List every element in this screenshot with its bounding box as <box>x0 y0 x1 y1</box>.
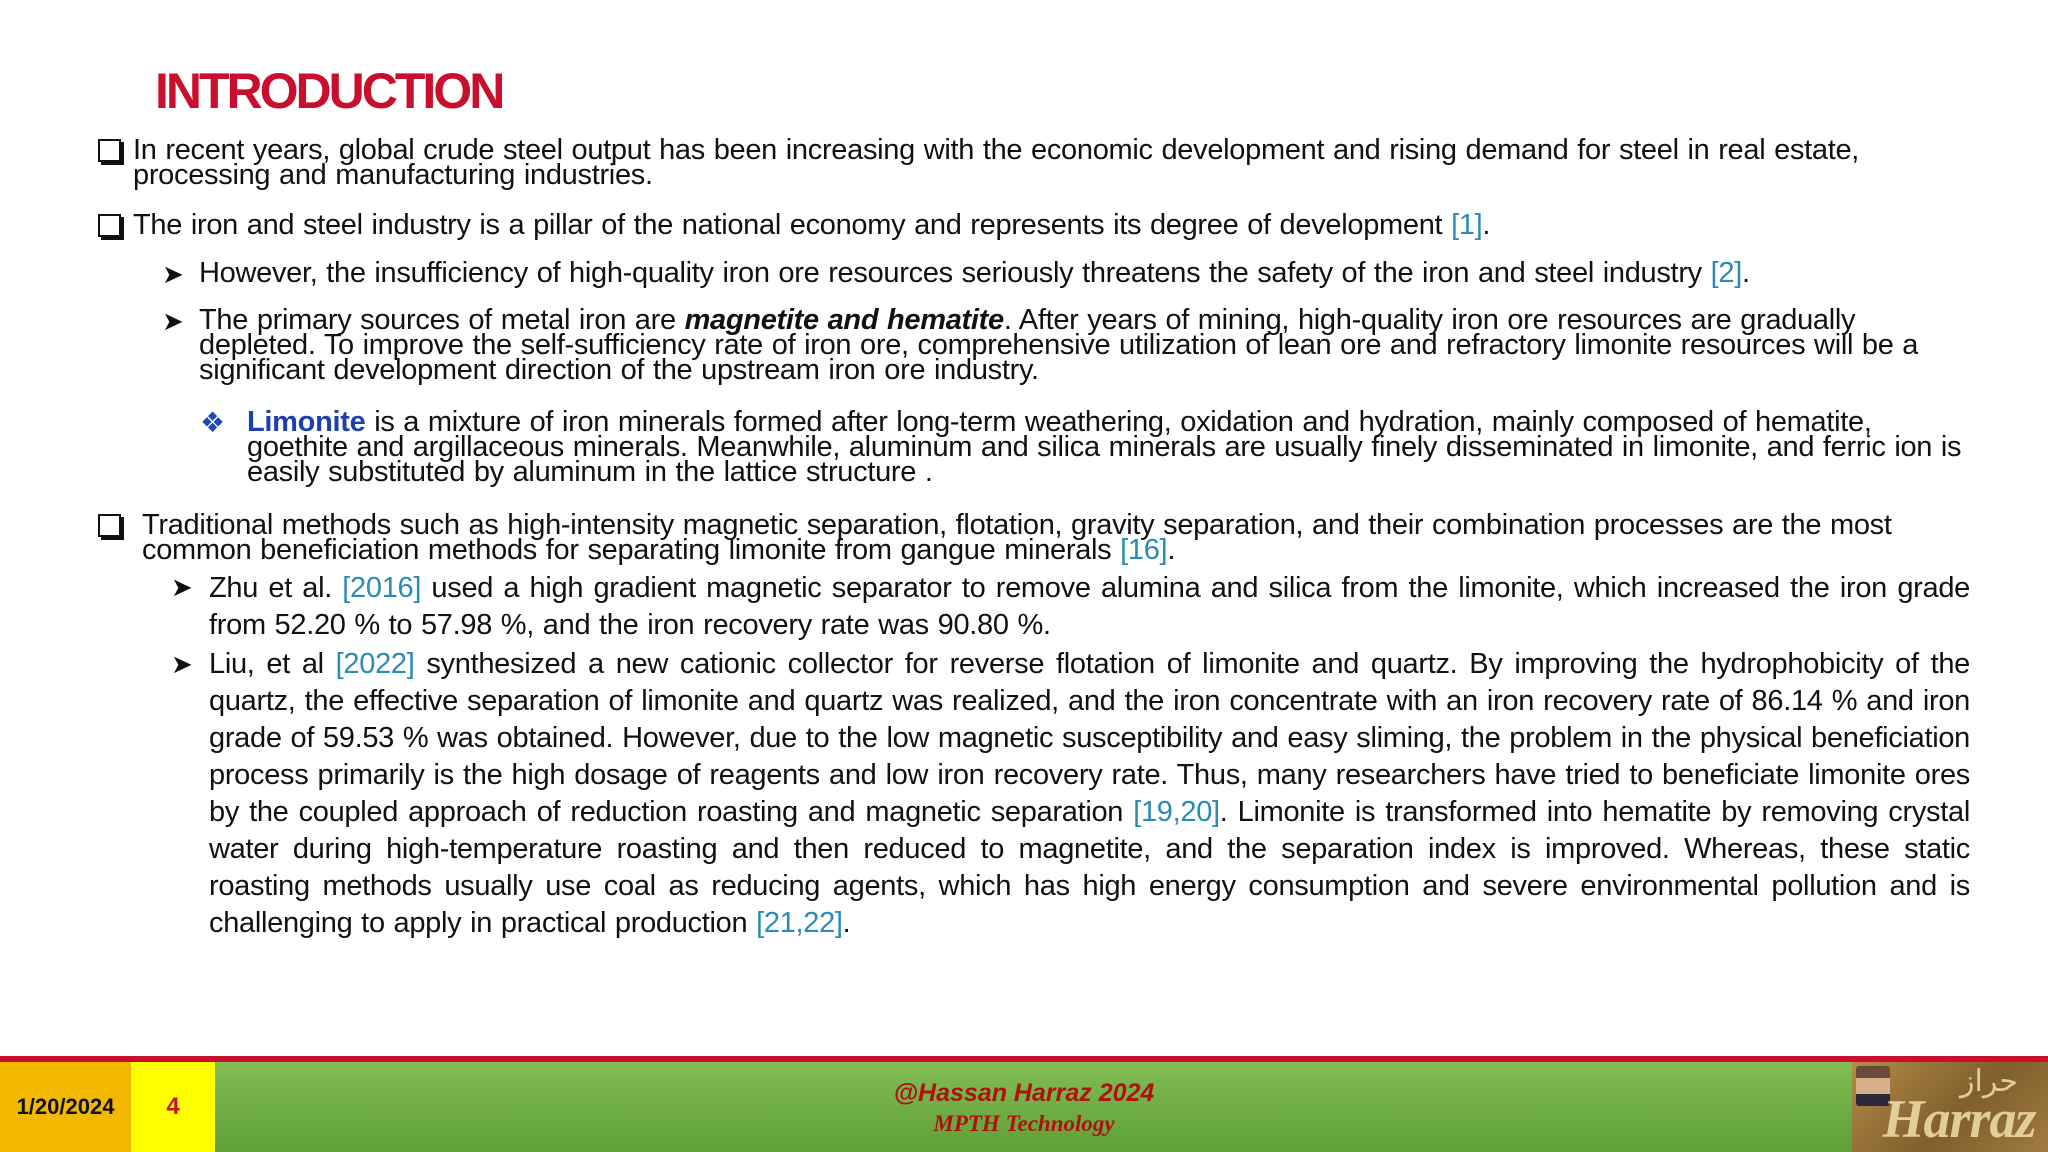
citation-link[interactable]: [19,20] <box>1133 796 1220 828</box>
slide-number: 4 <box>131 1062 215 1152</box>
logo-arabic-text: حراز <box>1960 1064 2018 1099</box>
logo-text: Harraz <box>1882 1089 2036 1149</box>
paragraph-6: Traditional methods such as high-intensity magnetic separation, flotation, gravity separation, and their combination processes are the most common beneficiation methods for separating limonite from gangue minerals [16]. <box>142 509 1892 566</box>
slide-date: 1/20/2024 <box>0 1062 131 1152</box>
page-title: INTRODUCTION <box>155 63 503 119</box>
citation-link[interactable]: [16] <box>1120 534 1168 566</box>
paragraph-3: However, the insufficiency of high-quality iron ore resources seriously threatens the safety of the iron and steel industry [2]. <box>199 257 1750 289</box>
footer-credit: @Hassan Harraz 2024 <box>893 1079 1155 1107</box>
citation-link[interactable]: [2016] <box>342 572 422 604</box>
citation-link[interactable]: [21,22] <box>756 907 843 939</box>
citation-link[interactable]: [2022] <box>335 648 415 680</box>
box-bullet-icon <box>98 514 121 537</box>
footer-company: MPTH Technology <box>933 1111 1115 1136</box>
limonite-term: Limonite <box>247 406 366 438</box>
four-diamond-icon: ❖ <box>200 407 226 438</box>
arrow-bullet-icon: ➤ <box>162 306 184 336</box>
paragraph-2: The iron and steel industry is a pillar of the national economy and represents its degree of development [1]. <box>133 209 1491 241</box>
paragraph-1: In recent years, global crude steel output has been increasing with the economic development and rising demand for steel in real estate, processing and manufacturing industries. <box>133 134 1860 191</box>
paragraph-4: The primary sources of metal iron are magnetite and hematite. After years of mining, high-quality iron ore resources are gradually depleted. To improve the self-sufficiency rate of iron ore, comprehensive utilization of lean ore and refractory limonite resources will be a significant development direction of the upstream iron ore industry. <box>199 304 1919 386</box>
citation-link[interactable]: [1] <box>1451 209 1483 241</box>
box-bullet-icon <box>98 214 121 237</box>
arrow-bullet-icon: ➤ <box>162 259 184 289</box>
emphasis-text: magnetite and hematite <box>684 304 1004 336</box>
paragraph-5: Limonite is a mixture of iron minerals formed after long-term weathering, oxidation and hydration, mainly composed of hematite, goethite and argillaceous minerals. Meanwhile, aluminum and silica minerals are usually finely disseminated in limonite, and ferric ion is easily substituted by aluminum in the lattice structure . <box>247 406 1962 488</box>
paragraph-8: Liu, et al [2022] synthesized a new cationic collector for reverse flotation of limonite and quartz. By improving the hydrophobicity of the quartz, the effective separation of limonite and quartz was realized, and the iron concentrate with an iron recovery rate of 86.14 % and iron grade of 59.53 % was obtained. However, due to the low magnetic susceptibility and easy sliming, the problem in the physical beneficiation process primarily is the high dosage of reagents and low iron recovery rate. Thus, many researchers have tried to beneficiate limonite ores by the coupled approach of reduction roasting and magnetic separation [19,20]. Limonite is transformed into hematite by removing crystal water during high-temperature roasting and then reduced to magnetite, and the separation index is improved. Whereas, these static roasting methods usually use coal as reducing agents, which has high energy consumption and severe environmental pollution and is challenging to apply in practical production [21,22]. <box>209 648 1970 939</box>
arrow-bullet-icon: ➤ <box>171 649 193 679</box>
citation-link[interactable]: [2] <box>1710 257 1742 289</box>
arrow-bullet-icon: ➤ <box>171 572 193 602</box>
paragraph-7: Zhu et al. [2016] used a high gradient magnetic separator to remove alumina and silica from the limonite, which increased the iron grade from 52.20 % to 57.98 %, and the iron recovery rate was 90.80 %. <box>209 572 1970 641</box>
box-bullet-icon <box>98 139 121 162</box>
